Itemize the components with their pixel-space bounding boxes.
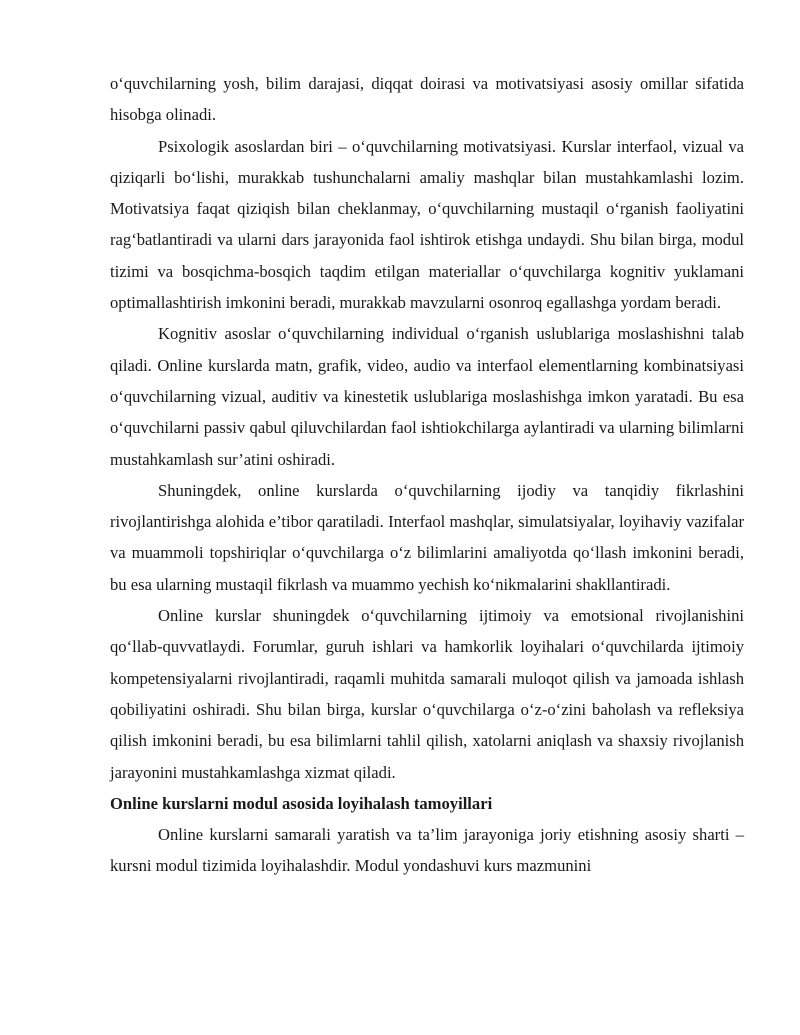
paragraph-creative-thinking: Shuningdek, online kurslarda o‘quvchilarning ijodiy va tanqidiy fikrlashini rivojlantirishga alohida e’tibor qaratiladi. Interfaol mashqlar, simulatsiyalar, loyihaviy vazifalar va muammoli topshiriqlar o‘quvchilarga o‘z bilimlarini amaliyotda qo‘llash imkonini beradi, bu esa ularning mustaqil fikrlash va muammo yechish ko‘nikmalarini shakllantiradi. xyxy=(110,480,744,594)
paragraph-continuation: o‘quvchilarning yosh, bilim darajasi, diqqat doirasi va motivatsiyasi asosiy omillar sifatida hisobga olinadi. xyxy=(110,74,744,125)
paragraph-cognitive: Kognitiv asoslar o‘quvchilarning individual o‘rganish uslublariga moslashishni talab qiladi. Online kurslarda matn, grafik, video, audio va interfaol elementlarning kombinatsiyasi o‘quvchilarning vizual, auditiv va kinestetik uslublariga moslashishga imkon yaratadi. Bu esa o‘quvchilarni passiv qabul qiluvchilardan faol ishtiokchilarga aylantiradi va ularning bilimlarni mustahkamlash sur’atini oshiradi. xyxy=(110,324,744,469)
paragraph-motivation: Psixologik asoslardan biri – o‘quvchilarning motivatsiyasi. Kurslar interfaol, vizual va qiziqarli bo‘lishi, murakkab tushunchalarni amaliy mashqlar bilan mustahkamlashi lozim. Motivatsiya faqat qiziqish bilan cheklanmay, o‘quvchilarning mustaqil o‘rganish faoliyatini rag‘batlantiradi va ularni dars jarayonida faol ishtirok etishga undaydi. Shu bilan birga, modul tizimi va bosqichma-bosqich taqdim etilgan materiallar o‘quvchilarga kognitiv yuklamani optimallashtirish imkonini beradi, murakkab mavzularni osonroq egallashga yordam beradi. xyxy=(110,136,744,313)
document-page xyxy=(110,68,744,882)
paragraph-module-design: Online kurslarni samarali yaratish va ta’lim jarayoniga joriy etishning asosiy sharti – kursni modul tizimida loyihalashdir. Modul yondashuvi kurs mazmunini xyxy=(110,825,744,876)
paragraph-social-emotional: Online kurslar shuningdek o‘quvchilarning ijtimoiy va emotsional rivojlanishini qo‘llab-quvvatlaydi. Forumlar, guruh ishlari va hamkorlik loyihalari o‘quvchilarda ijtimoiy kompetensiyalarni rivojlantiradi, raqamli muhitda samarali muloqot qilish va jamoada ishlash qobiliyatini oshiradi. Shu bilan birga, kurslar o‘quvchilarga o‘z-o‘zini baholash va refleksiya qilish imkonini beradi, bu esa bilimlarni tahlil qilish, xatolarni aniqlash va shaxsiy rivojlanish jarayonini mustahkamlashga xizmat qiladi. xyxy=(110,606,744,782)
section-heading: Online kurslarni modul asosida loyihalash tamoyillari xyxy=(110,793,493,813)
